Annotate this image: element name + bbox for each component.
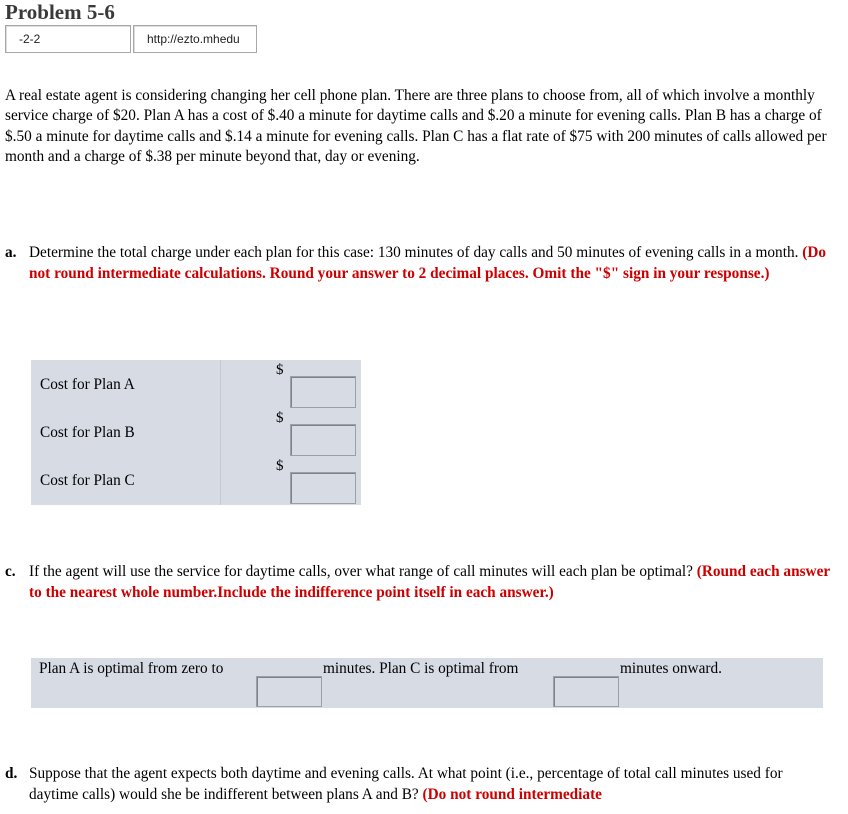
part-c-instruction: (Round each answer to the nearest whole number.Include the indifference point itself in each answer.) <box>29 563 830 601</box>
cost-plan-b-label: Cost for Plan B <box>40 424 135 441</box>
part-c-question <box>5 562 835 603</box>
part-d-question <box>5 764 835 805</box>
cost-plan-a-label: Cost for Plan A <box>40 376 135 393</box>
cost-plan-a-input[interactable] <box>290 376 356 408</box>
part-a-question <box>5 243 835 284</box>
part-a-text: Determine the total charge under each plan for this case: 130 minutes of day calls and 50 minutes of evening calls in a month. <box>29 244 799 261</box>
part-d-label: d. <box>5 765 18 782</box>
table-divider <box>220 360 221 505</box>
plan-c-optimal-text: minutes. Plan C is optimal from <box>323 660 519 677</box>
problem-intro: A real estate agent is considering changing her cell phone plan. There are three plans to choose from, all of which involve a monthly service charge of $20. Plan A has a cost of $.40 a minute for daytime calls and $.20 a minute for evening calls. Plan B has a charge of $.50 a minute for daytime calls and $.14 a minute for evening calls. Plan C has a flat rate of $75 with 200 minutes of calls allowed per month and a charge of $.38 per minute beyond that, day or evening. <box>5 87 827 165</box>
cost-plan-c-label: Cost for Plan C <box>40 472 135 489</box>
cost-plan-b-input[interactable] <box>290 424 356 456</box>
plan-c-optimal-input[interactable] <box>553 676 619 707</box>
part-d-text: Suppose that the agent expects both daytime and evening calls. At what point (i.e., percentage of total call minutes used for daytime calls) would she be indifferent between plans A and B? <box>29 765 783 803</box>
part-a-answer-table <box>31 360 361 505</box>
header-field-problem-id: -2-2 <box>5 25 131 53</box>
cost-plan-c-input[interactable] <box>290 472 356 504</box>
dollar-sign: $ <box>276 458 284 474</box>
plan-a-optimal-text: Plan A is optimal from zero to <box>39 660 224 677</box>
part-d-instruction: (Do not round intermediate <box>422 785 602 803</box>
minutes-onward-text: minutes onward. <box>620 660 722 677</box>
dollar-sign: $ <box>276 410 284 426</box>
page-title: Problem 5-6 <box>5 0 115 24</box>
part-c-text: If the agent will use the service for daytime calls, over what range of call minutes will each plan be optimal? <box>29 563 693 580</box>
part-c-label: c. <box>5 563 16 580</box>
part-c-answer-row <box>31 658 823 708</box>
header-field-url: http://ezto.mhedu <box>133 25 257 53</box>
plan-a-optimal-input[interactable] <box>256 676 322 707</box>
part-a-instruction: (Do not round intermediate calculations. Round your answer to 2 decimal places. Omit the "$" sign in your response.) <box>29 244 827 282</box>
part-a-label: a. <box>5 244 17 261</box>
dollar-sign: $ <box>276 362 284 378</box>
